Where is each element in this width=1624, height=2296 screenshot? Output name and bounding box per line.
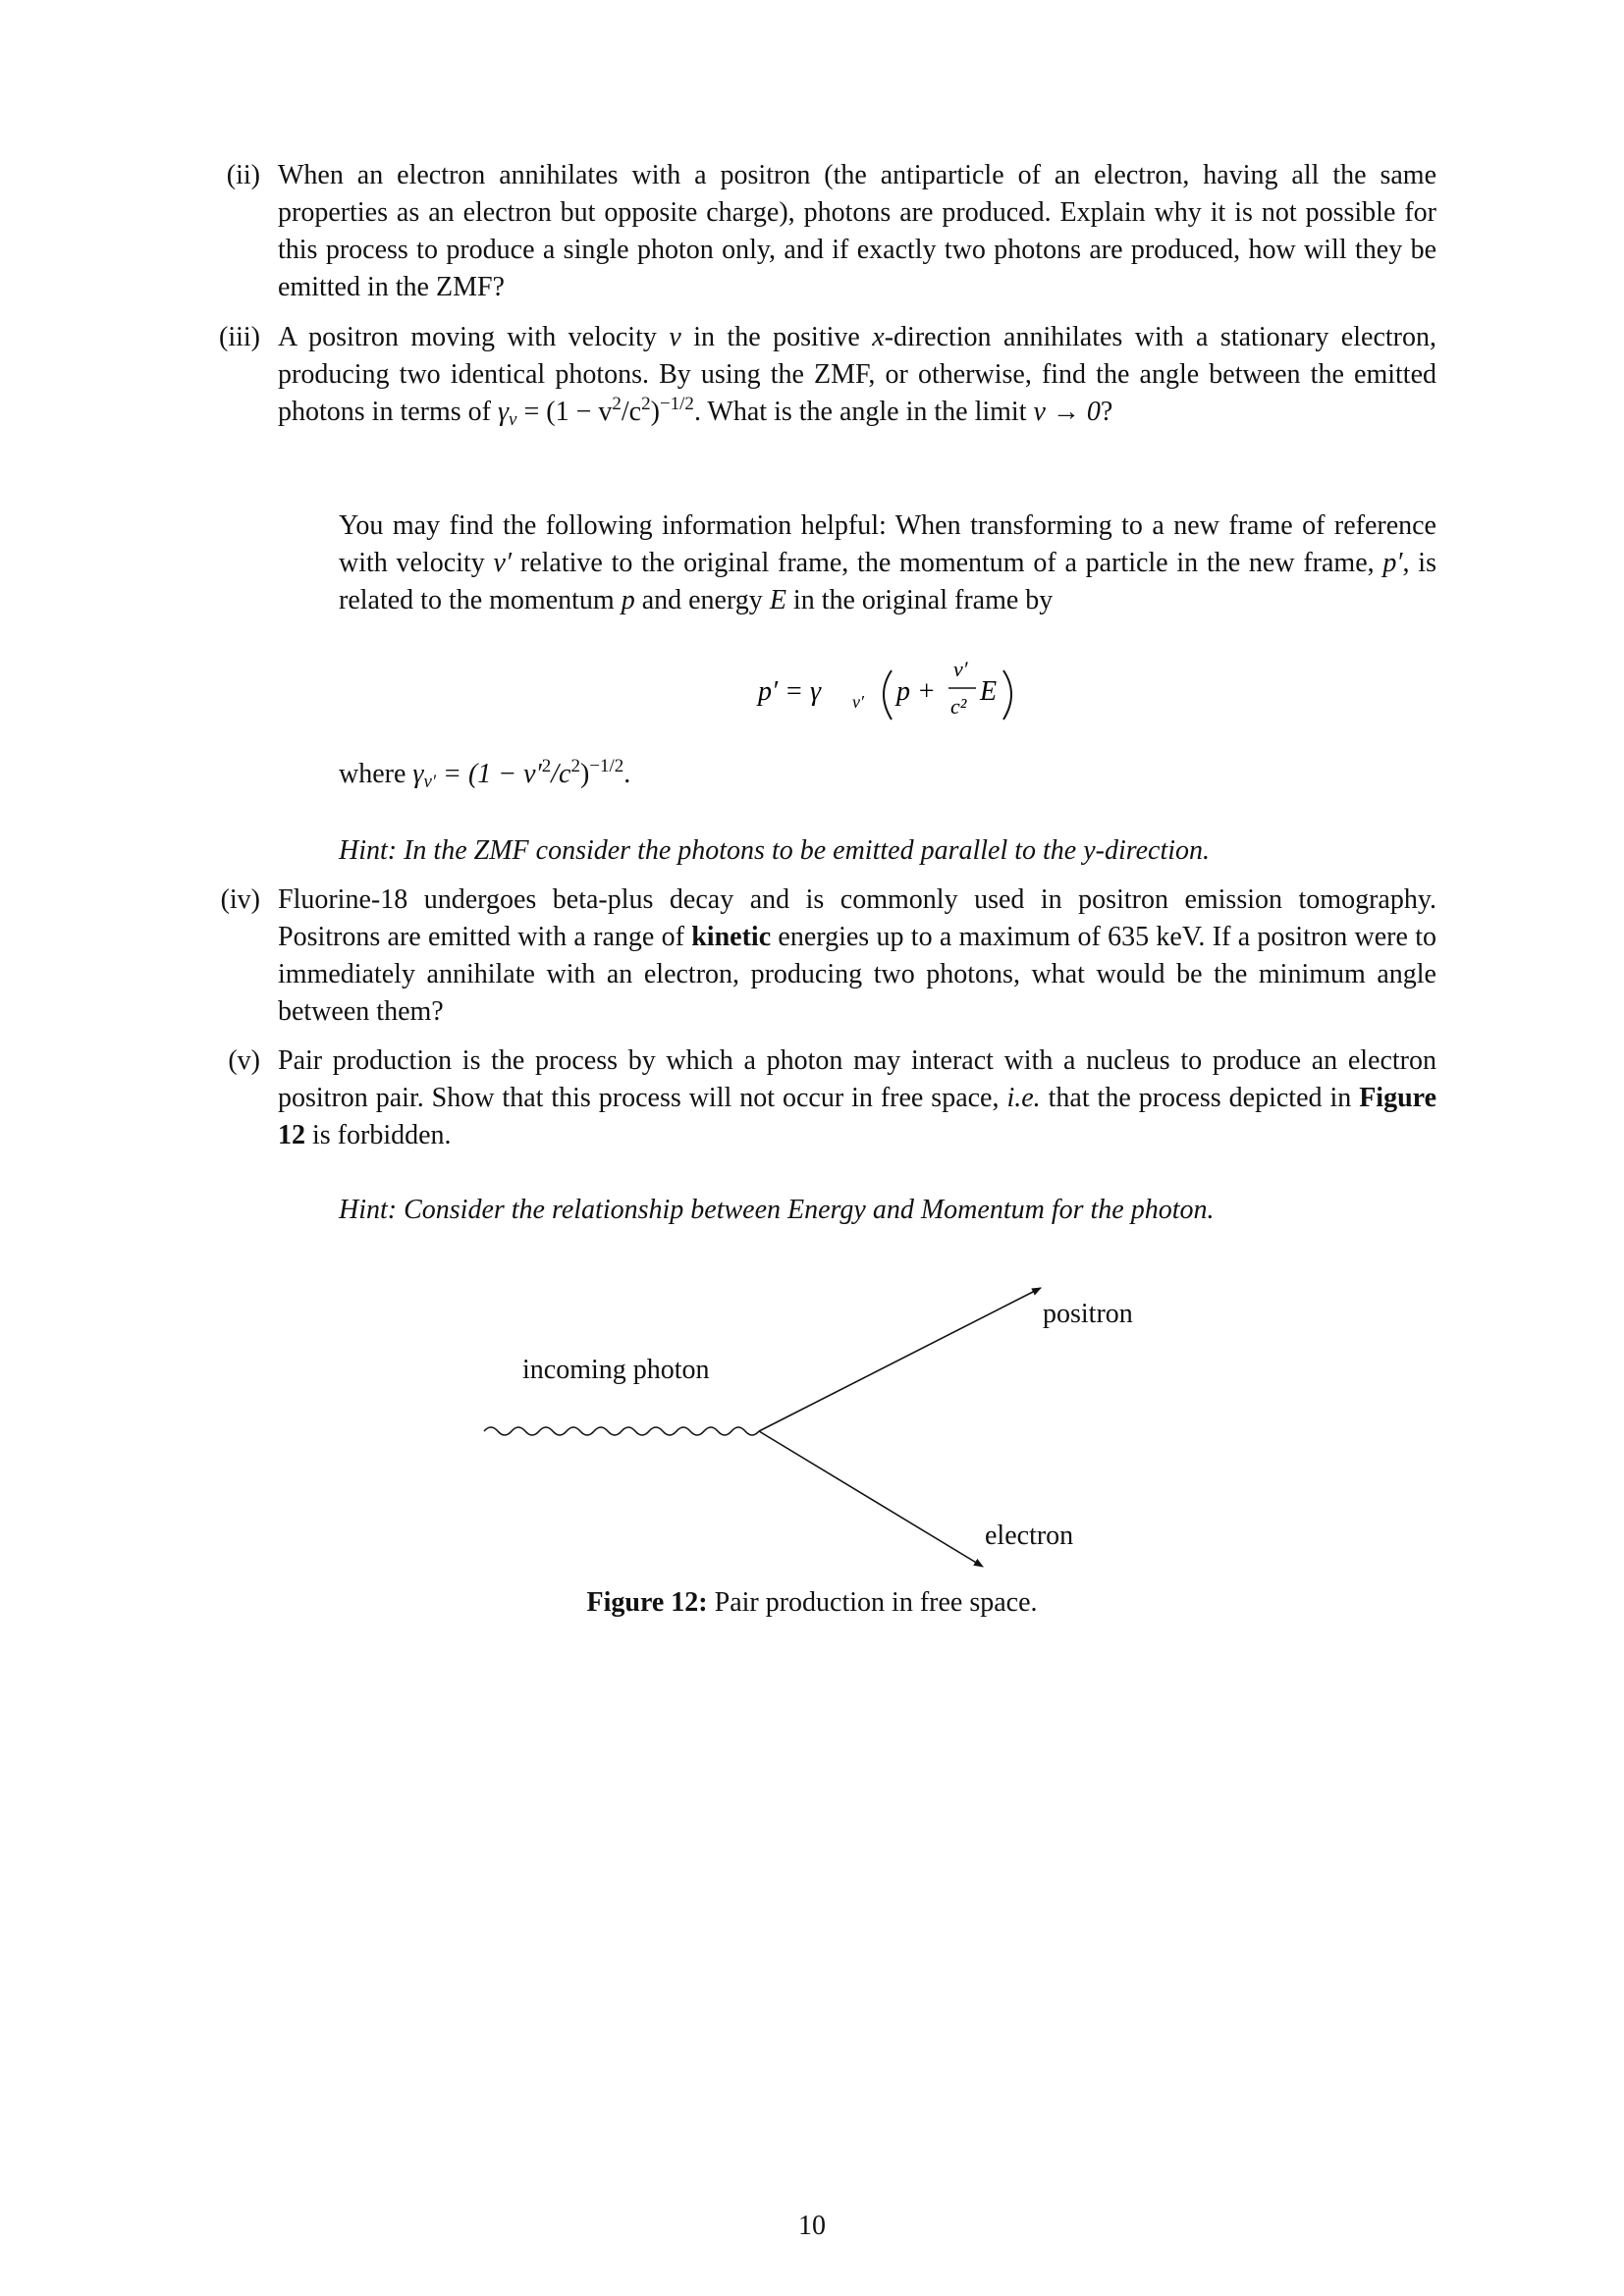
question-v-number: (v) [228,1045,260,1076]
equation-E: E [980,676,998,707]
info-paragraph: You may find the following information helpful: When transforming to a new frame of reference with velocity v′ relative to the original frame, the momentum of a particle in the new frame, p′, is related to the momentum p and energy E in the original frame by [339,510,1436,615]
kinetic-bold: kinetic [691,922,772,952]
electron-arrow [759,1431,983,1567]
photon-wavy-line [484,1427,759,1435]
question-ii-text: When an electron annihilates with a positron (the antiparticle of an electron, having all the same properties as an electron but opposite charge), photons are produced. Explain why it is not possible for this process to produce a single photon only, and if exactly two photons are produced, how will they be emitted in the ZMF? [278,160,1436,302]
equation-p-plus: p + [896,676,936,707]
question-iii-number: (iii) [219,322,260,352]
hint-zmf: Hint: In the ZMF consider the photons to be emitted parallel to the y-direction. [339,835,1211,866]
question-iv-text: Fluorine-18 undergoes beta-plus decay and is commonly used in positron emission tomography. Positrons are emitted with a range of kinetic energies up to a maximum of 635 keV. If a positron were to immediately annihilate with an electron, producing two photons, what would be the minimum angle between them? [278,884,1436,1027]
gamma-prime-definition: where $\gamma v' = (1 - v'^2/c^2)^{-1/2}$. [339,756,631,792]
hint-energy-momentum: Hint: Consider the relationship between Energy and Momentum for the photon. [339,1195,1215,1225]
positron-arrow [759,1288,1041,1431]
gamma-definition: = (1 − v [516,397,613,427]
fraction-denominator: c² [950,694,967,719]
question-iii-text: A positron moving with velocity v in the positive x-direction annihilates with a stationary electron, producing two identical photons. By using the ZMF, or otherwise, find the angle between the emitted photons in terms of $\gamma v = (1 - v^2/c^2)^{-1/2}$. What is the angle in the limit v → 0? [278,322,1436,430]
question-ii-number: (ii) [226,160,260,190]
limit-expression: v → 0 [1033,397,1101,427]
question-iv-number: (iv) [220,884,260,915]
label-positron: positron [1043,1299,1133,1329]
figure-reference: Figure 12 [278,1083,1436,1150]
equation-lhs-subscript: v′ [852,692,864,712]
label-electron: electron [985,1521,1074,1551]
gamma-symbol: γ [498,397,510,427]
question-v-text: Pair production is the process by which a photon may interact with a nucleus to produce an electron positron pair. Show that this process will not occur in free space, i.e. that the process depicted in Figure 12 is forbidden. [278,1045,1436,1150]
equation-lhs: p′ = γ [758,676,822,707]
fraction-numerator: v′ [953,657,968,681]
page-number: 10 [798,2211,826,2241]
figure-caption: Figure 12: Pair production in free space. [586,1587,1038,1618]
label-incoming-photon: incoming photon [522,1355,710,1385]
